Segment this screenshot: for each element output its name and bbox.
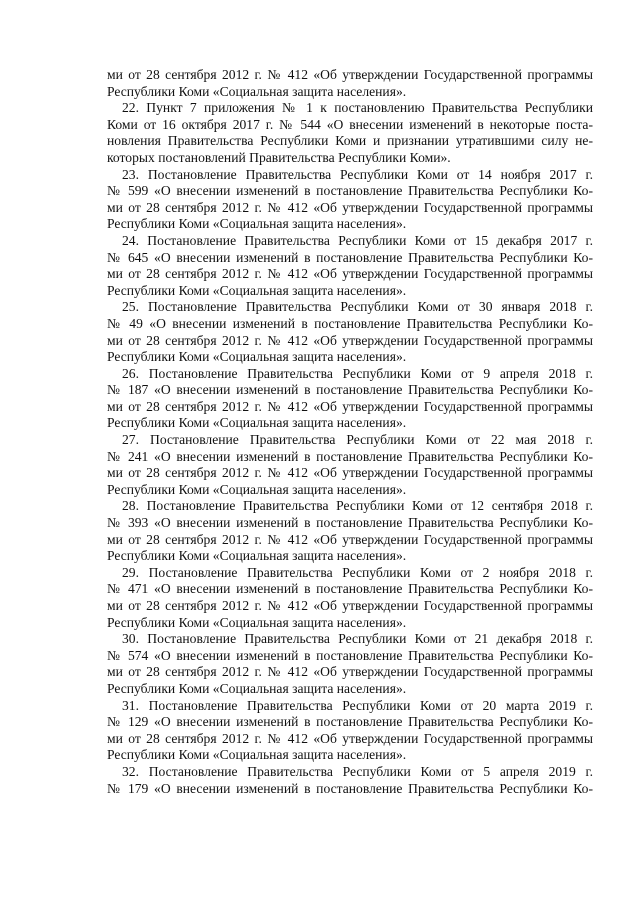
text-line: № 187 «О внесении изменений в постановление Правительства Республики Ко-: [107, 382, 593, 398]
text-line: ми от 28 сентября 2012 г. № 412 «Об утверждении Государственной программы: [107, 664, 593, 680]
text-line: Республики Коми «Социальная защита населения».: [107, 415, 407, 431]
text-line: ми от 28 сентября 2012 г. № 412 «Об утверждении Государственной программы: [107, 465, 593, 481]
text-line: № 574 «О внесении изменений в постановление Правительства Республики Ко-: [107, 647, 593, 663]
text-line: ми от 28 сентября 2012 г. № 412 «Об утверждении Государственной программы: [107, 598, 593, 613]
text-line: ми от 28 сентября 2012 г. № 412 «Об утверждении Государственной программы: [107, 67, 593, 82]
paragraph-first-line: 27. Постановление Правительства Республики Коми от 22 мая 2018 г.: [122, 432, 593, 448]
text-line: Республики Коми «Социальная защита населения».: [107, 216, 407, 232]
text-line: ми от 28 сентября 2012 г. № 412 «Об утверждении Государственной программы: [107, 730, 593, 746]
text-line: Республики Коми «Социальная защита населения».: [107, 481, 407, 497]
paragraph-first-line: 29. Постановление Правительства Республики Коми от 2 ноября 2018 г.: [122, 564, 593, 580]
text-line: № 129 «О внесении изменений в постановление Правительства Республики Ко-: [107, 714, 593, 730]
paragraph-first-line: 31. Постановление Правительства Республики Коми от 20 марта 2019 г.: [122, 697, 593, 713]
text-line: новления Правительства Республики Коми и признании утратившими силу не-: [107, 133, 593, 149]
text-line: Коми от 16 октября 2017 г. № 544 «О внесении изменений в некоторые поста-: [107, 116, 593, 132]
text-line: № 645 «О внесении изменений в постановление Правительства Республики Ко-: [107, 249, 593, 265]
text-line: Республики Коми «Социальная защита населения».: [107, 614, 407, 630]
text-line: ми от 28 сентября 2012 г. № 412 «Об утверждении Государственной программы: [107, 398, 593, 414]
text-line: ми от 28 сентября 2012 г. № 412 «Об утверждении Государственной программы: [107, 332, 593, 348]
text-line: Республики Коми «Социальная защита населения».: [107, 349, 407, 365]
paragraph-first-line: 30. Постановление Правительства Республики Коми от 21 декабря 2018 г.: [122, 631, 593, 647]
text-line: № 49 «О внесении изменений в постановление Правительства Республики Ко-: [107, 315, 593, 331]
paragraph-first-line: 24. Постановление Правительства Республики Коми от 15 декабря 2017 г.: [122, 232, 593, 248]
text-line: № 179 «О внесении изменений в постановление Правительства Республики Ко-: [107, 780, 593, 796]
text-line: № 393 «О внесении изменений в постановление Правительства Республики Ко-: [107, 515, 593, 531]
text-line: ми от 28 сентября 2012 г. № 412 «Об утверждении Государственной программы: [107, 531, 593, 547]
paragraph-first-line: 25. Постановление Правительства Республики Коми от 30 января 2018 г.: [122, 299, 593, 315]
text-line: № 241 «О внесении изменений в постановление Правительства Республики Ко-: [107, 448, 593, 464]
text-line: Республики Коми «Социальная защита населения».: [107, 282, 407, 298]
text-line: Республики Коми «Социальная защита населения».: [107, 680, 407, 696]
paragraph-first-line: 32. Постановление Правительства Республики Коми от 5 апреля 2019 г.: [122, 763, 593, 779]
text-line: которых постановлений Правительства Республики Коми».: [107, 149, 451, 165]
text-line: № 471 «О внесении изменений в постановление Правительства Республики Ко-: [107, 581, 593, 597]
paragraph-first-line: 26. Постановление Правительства Республики Коми от 9 апреля 2018 г.: [122, 365, 593, 381]
text-line: № 599 «О внесении изменений в постановление Правительства Республики Ко-: [107, 183, 593, 199]
paragraph-first-line: 23. Постановление Правительства Республики Коми от 14 ноября 2017 г.: [122, 166, 593, 182]
text-line: ми от 28 сентября 2012 г. № 412 «Об утверждении Государственной программы: [107, 199, 593, 215]
text-line: Республики Коми «Социальная защита населения».: [107, 747, 407, 763]
text-line: Республики Коми «Социальная защита населения».: [107, 548, 407, 564]
document-body: [107, 67, 593, 797]
text-line: Республики Коми «Социальная защита населения».: [107, 83, 407, 99]
text-line: ми от 28 сентября 2012 г. № 412 «Об утверждении Государственной программы: [107, 266, 593, 282]
paragraph-first-line: 22. Пункт 7 приложения № 1 к постановлению Правительства Республики: [122, 100, 593, 116]
paragraph-first-line: 28. Постановление Правительства Республики Коми от 12 сентября 2018 г.: [122, 498, 593, 514]
